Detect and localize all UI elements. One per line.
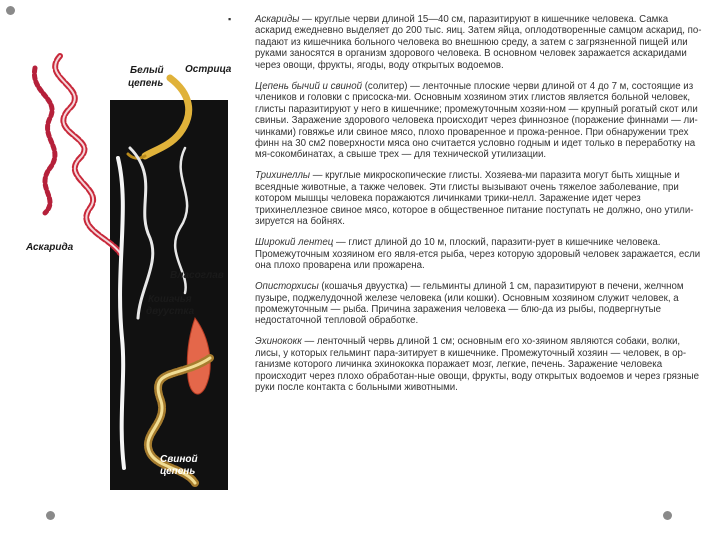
label-pork-tapeworm-line2: цепень [160, 466, 196, 477]
paragraph-ascaris [255, 14, 703, 71]
label-pork-tapeworm-line1: Свиной [160, 454, 198, 465]
label-white-tapeworm-line1: Белый [130, 65, 164, 76]
label-cat-fluke-line1: Кошачья [148, 294, 192, 305]
term-echinococcus: Эхинококк [255, 336, 302, 348]
paragraph-broad-tapeworm [255, 237, 703, 271]
term-tapeworm: Цепень бычий и свиной [255, 80, 363, 92]
text-ascaris: — круглые черви длиной 15—40 см, паразитируют в кишечнике человека. Самка аскарид ежедневно выделяет до 200 тыс. яиц. Затем яйца, оплодотворенные самцом аскарид, по-падают из кишечника больного человека во внешнюю среду, а затем с загрязненной пищей или руками заносятся в организм здорового человека. В основном человек заражается аскаридами через овощи, фрукты, ягоды, воду открытых водоемов. [255, 14, 702, 71]
term-broad-tapeworm: Широкий лентец [255, 237, 334, 249]
text-column [255, 14, 703, 403]
white-tapeworm-loops [34, 68, 54, 213]
label-ascaris: Аскарида [26, 242, 74, 253]
label-whipworm: Власоглав [170, 270, 224, 281]
parasites-illustration [20, 38, 232, 498]
corner-dot-top-left [6, 6, 15, 15]
text-tapeworm: (солитер) — ленточные плоские черви длиной от 4 до 7 м, состоящие из члеников и головки с присоска-ми. Основным хозяином этих глистов является больной человек, глисты паразитируют у него в кишечнике; промежуточным хозяи-ном — крупный рогатый скот или свиньи. Заражение здорового человека происходит через финнозное (поражение финнами — ли-чинками) говяжье или свиное мясо, плохо проваренное и прожа-ренное. При обнаружении трех финн на 30 см2 поверхности мяса оно считается условно годным и идет только в переработку на мя-сокомбинатах, а свыше трех — для технической утилизации. [255, 80, 698, 161]
label-pinworm: Острица [185, 64, 232, 75]
label-white-tapeworm-line2: цепень [128, 78, 164, 89]
paragraph-tapeworm [255, 81, 703, 161]
term-ascaris: Аскариды [255, 14, 300, 25]
bullet-marker: ▪ [228, 14, 232, 24]
corner-dot-bottom-left [46, 511, 55, 520]
parasites-drawing [20, 38, 232, 498]
text-opisthorchis: (кошачья двуустка) — гельминты длиной 1 см, паразитируют в печени, желчном пузыре, поджелудочной железе человека (или кошки). Основным хозяином служит человек, а промежуточным — рыба. Причина заражения человека — блю-да из рыбы, подвергнутые недостаточной тепловой обработке. [255, 281, 684, 327]
corner-dot-bottom-right [663, 511, 672, 520]
paragraph-trichinella [255, 170, 703, 227]
label-cat-fluke-line2: двуустка [146, 306, 195, 317]
term-trichinella: Трихинеллы [255, 170, 311, 182]
text-echinococcus: — ленточный червь длиной 1 см; основным его хо-зяином являются собаки, волки, лисы, у которых гельминт пара-зитирует в кишечнике. Промежуточный хозяин — человек, в ор-ганизме которого личинка эхинококка поражает мозг, легкие, печень. Заражение человека происходит через плохо обработан-ные овощи, фрукты, воду открытых водоемов и через грязные руки после контакта с больными животными. [255, 336, 700, 394]
paragraph-echinococcus [255, 336, 703, 393]
term-opisthorchis: Описторхисы [255, 281, 319, 293]
paragraph-opisthorchis [255, 281, 703, 327]
text-trichinella: — круглые микроскопические глисты. Хозяева-ми паразита могут быть хищные и всеядные животные, а также человек. Эти глисты вызывают очень тяжелое заболевание, при котором мышцы человека поражаются личинками трики-нелл. Заражение идет через трихинеллезное свиное мясо, которое в общественное питание поступать не должно, оно утили-зируется на бойнях. [255, 170, 694, 228]
text-broad-tapeworm: — глист длиной до 10 м, плоский, паразити-рует в кишечнике человека. Промежуточным хозяином его явля-ется рыба, через которую здоровый человек заражается, если она плохо проварена или прожарена. [255, 237, 701, 272]
